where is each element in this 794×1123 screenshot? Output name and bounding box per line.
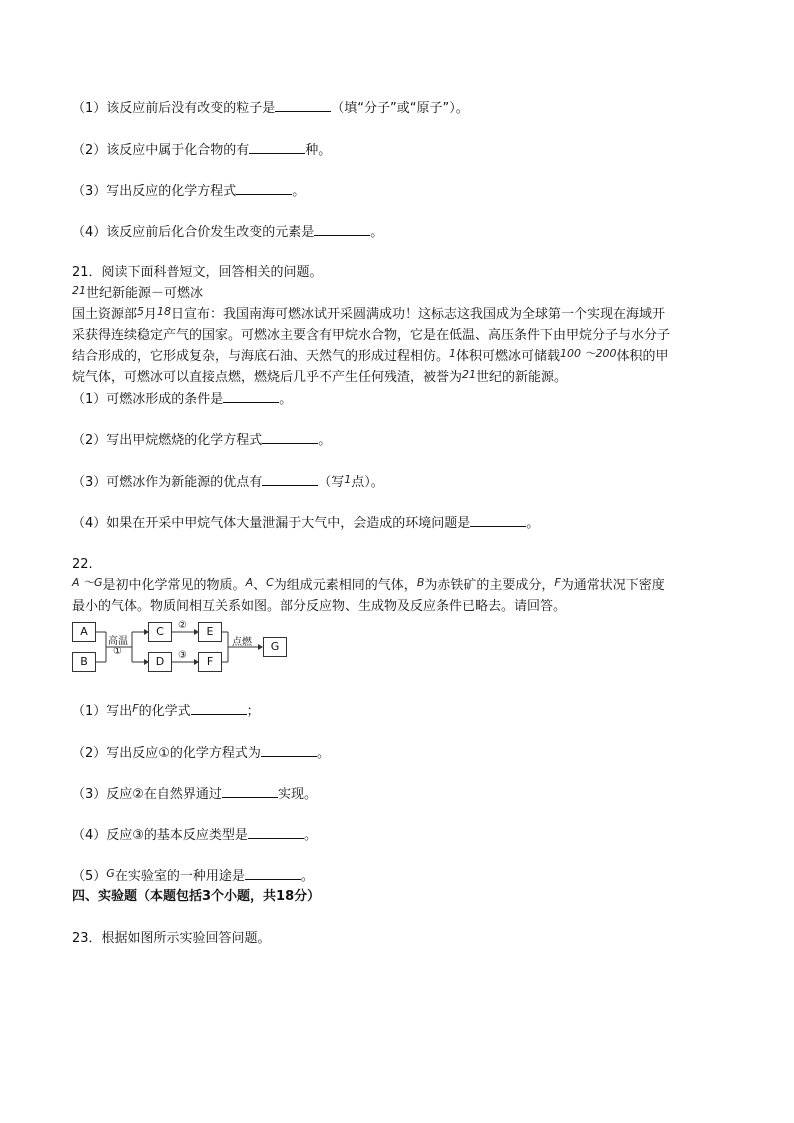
- number: 100 ～200: [560, 347, 617, 360]
- variable: G: [106, 867, 115, 880]
- node-f: F: [198, 652, 222, 672]
- q20-part3: [72, 181, 305, 202]
- question-text: （1）写出: [72, 704, 133, 719]
- text: 、: [253, 578, 267, 593]
- answer-blank[interactable]: [191, 701, 247, 715]
- q21-heading: 21．阅读下面科普短文，回答相关的问题。: [72, 265, 323, 280]
- q21-part3: [72, 472, 384, 493]
- section-heading: 四、实验题（本题包括3个小题，共18分）: [72, 889, 321, 904]
- label-step-1: ①: [113, 646, 122, 657]
- answer-blank[interactable]: [275, 98, 331, 112]
- question-text: （2）写出反应①的化学方程式为: [72, 746, 261, 761]
- node-c: C: [148, 622, 172, 642]
- answer-blank[interactable]: [262, 472, 318, 486]
- question-text: （1）可燃冰形成的条件是: [72, 392, 224, 407]
- question-text: （3）反应②在自然界通过: [72, 787, 222, 802]
- q20-part1: [72, 98, 469, 119]
- text: 结合形成的，它形成复杂，与海底石油、天然气的形成过程相仿。: [72, 349, 450, 364]
- q21-article-line2: 采获得连续稳定产气的国家。可燃冰主要含有甲烷水合物，它是在低温、高压条件下由甲烷分子与水分子: [72, 328, 671, 343]
- question-text: （写: [318, 475, 345, 490]
- label-high-temp: 高温: [108, 636, 128, 647]
- q23-text: 23．根据如图所示实验回答问题。: [72, 931, 271, 946]
- q21-part4: [72, 513, 539, 534]
- text: 为赤铁矿的主要成分，: [424, 578, 555, 593]
- text: 为组成元素相同的气体，: [273, 578, 417, 593]
- reaction-diagram: [72, 620, 292, 676]
- answer-blank[interactable]: [248, 825, 304, 839]
- question-text: 在实验室的一种用途是: [114, 869, 245, 884]
- text: 世纪的新能源。: [476, 370, 568, 385]
- variable: F: [554, 576, 561, 589]
- q21-title-text: 世纪新能源－可燃冰: [86, 286, 204, 301]
- answer-blank[interactable]: [222, 784, 278, 798]
- node-e: E: [198, 622, 222, 642]
- q22-part1: [72, 701, 260, 722]
- text: 国土资源部: [72, 307, 138, 322]
- q20-part4-text: （4）该反应前后化合价发生改变的元素是: [72, 225, 315, 240]
- q21-article-line4: [72, 368, 567, 388]
- label-step-2: ②: [178, 620, 187, 631]
- answer-blank[interactable]: [262, 430, 318, 444]
- q21-part2: [72, 430, 331, 451]
- text: 烷气体，可燃冰可以直接点燃，燃烧后几乎不产生任何残渣，被誉为: [72, 370, 463, 385]
- q21-article-line1: [72, 305, 665, 325]
- q20-part2-suffix: 种。: [305, 143, 332, 158]
- answer-blank[interactable]: [236, 181, 292, 195]
- answer-blank[interactable]: [223, 389, 279, 403]
- variable: A: [245, 576, 254, 589]
- text: 日宣布：我国南海可燃冰试开采圆满成功！这标志这我国成为全球第一个实现在海域开: [171, 307, 666, 322]
- question-text: （4）反应③的基本反应类型是: [72, 828, 248, 843]
- answer-blank[interactable]: [245, 866, 301, 880]
- question-suffix: 。: [316, 746, 330, 761]
- q20-part4: [72, 222, 383, 243]
- question-suffix: 。: [279, 392, 293, 407]
- variable: C: [266, 576, 274, 589]
- variable: B: [416, 576, 425, 589]
- q20-part2-text: （2）该反应中属于化合物的有: [72, 143, 250, 158]
- question-suffix: 实现。: [277, 787, 317, 802]
- number: 21: [462, 368, 477, 381]
- variable: F: [132, 702, 139, 715]
- answer-blank[interactable]: [470, 513, 526, 527]
- q20-part2: [72, 140, 331, 161]
- q21-title-number: 21: [72, 284, 86, 297]
- question-text: （4）如果在开采中甲烷气体大量泄漏于大气中，会造成的环境问题是: [72, 516, 471, 531]
- number: 1: [344, 473, 352, 486]
- q20-part1-text: （1）该反应前后没有改变的粒子是: [72, 101, 276, 116]
- node-b: B: [72, 652, 96, 672]
- number: 5: [137, 305, 145, 318]
- node-g: G: [263, 637, 287, 657]
- variable: A ～G: [72, 576, 103, 589]
- answer-blank[interactable]: [249, 140, 305, 154]
- question-text: 的化学式: [138, 704, 191, 719]
- q22-intro-line1: [72, 576, 665, 596]
- q21-article-title: [72, 284, 203, 304]
- q21-article-line3: [72, 347, 669, 367]
- question-suffix: 。: [303, 828, 317, 843]
- label-step-3: ③: [178, 650, 187, 661]
- q20-part4-suffix: 。: [370, 225, 384, 240]
- answer-blank[interactable]: [261, 743, 317, 757]
- question-suffix: 。: [318, 433, 332, 448]
- question-text: （5）: [72, 869, 107, 884]
- q20-part3-text: （3）写出反应的化学方程式: [72, 184, 237, 199]
- q20-part1-suffix: （填“分子”或“原子”）。: [331, 101, 469, 116]
- number: 1: [449, 347, 457, 360]
- q22-part2: [72, 743, 330, 764]
- q22-part5: [72, 866, 314, 887]
- question-text: （3）可燃冰作为新能源的优点有: [72, 475, 263, 490]
- q22-part3: [72, 784, 317, 805]
- text: 是初中化学常见的物质。: [102, 578, 246, 593]
- q21-part1: [72, 389, 292, 410]
- q22-number: 22.: [72, 557, 93, 572]
- number: 18: [157, 305, 172, 318]
- text: 体积可燃冰可储载: [456, 349, 561, 364]
- q20-part3-suffix: 。: [292, 184, 306, 199]
- text: 体积的甲: [616, 349, 669, 364]
- question-text: （2）写出甲烷燃烧的化学方程式: [72, 433, 263, 448]
- q22-intro-line2: 最小的气体。物质间相互关系如图。部分反应物、生成物及反应条件已略去。请回答。: [72, 599, 567, 614]
- node-d: D: [148, 652, 172, 672]
- q22-part4: [72, 825, 317, 846]
- node-a: A: [72, 622, 96, 642]
- question-suffix: ；: [246, 704, 260, 719]
- label-ignite: 点燃: [232, 637, 252, 648]
- answer-blank[interactable]: [314, 222, 370, 236]
- question-suffix: 。: [526, 516, 540, 531]
- text: 月: [144, 307, 158, 322]
- question-suffix: 点）。: [351, 475, 384, 490]
- text: 为通常状况下密度: [560, 578, 665, 593]
- question-suffix: 。: [300, 869, 314, 884]
